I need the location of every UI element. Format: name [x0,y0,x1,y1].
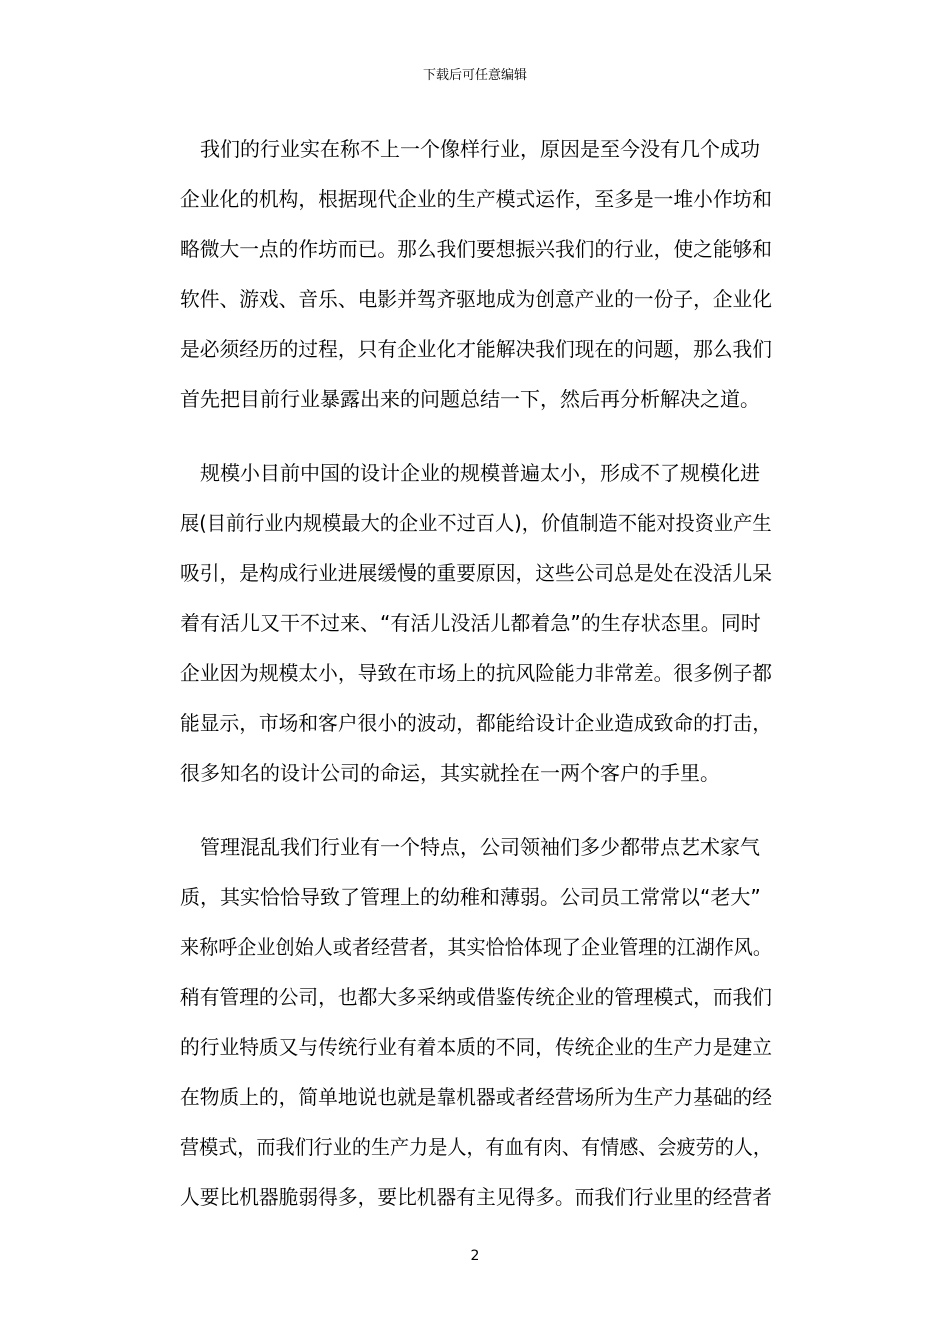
paragraph-1-line-3: 略微大一点的作坊而已。那么我们要想振兴我们的行业，使之能够和 [180,237,773,261]
paragraph-2-line-7: 很多知名的设计公司的命运，其实就拴在一两个客户的手里。 [180,761,720,785]
paragraph-2-line-2: 展(目前行业内规模最大的企业不过百人)，价值制造不能对投资业产生 [180,511,772,535]
page-header: 下载后可任意编辑 [422,68,527,83]
page-number: 2 [470,1248,480,1264]
paragraph-3-line-8: 人要比机器脆弱得多，要比机器有主见得多。而我们行业里的经营者 [180,1185,773,1209]
paragraph-2-line-5: 企业因为规模太小，导致在市场上的抗风险能力非常差。很多例子都 [180,661,773,685]
paragraph-1-line-6: 首先把目前行业暴露出来的问题总结一下，然后再分析解决之道。 [180,387,760,411]
paragraph-3-line-7: 营模式，而我们行业的生产力是人，有血有肉、有情感、会疲劳的人， [180,1135,772,1159]
paragraph-2-line-4: 着有活儿又干不过来、“有活儿没活儿都着急”的生存状态里。同时 [180,611,761,635]
paragraph-3-line-4: 稍有管理的公司，也都大多采纳或借鉴传统企业的管理模式，而我们 [180,985,773,1009]
paragraph-1-line-4: 软件、游戏、音乐、电影并驾齐驱地成为创意产业的一份子，企业化 [180,287,773,311]
paragraph-2-line-3: 吸引，是构成行业进展缓慢的重要原因，这些公司总是处在没活儿呆 [180,561,773,585]
paragraph-3-line-6: 在物质上的，简单地说也就是靠机器或者经营场所为生产力基础的经 [180,1085,773,1109]
paragraph-2-line-1: 规模小目前中国的设计企业的规模普遍太小，形成不了规模化进 [180,461,760,485]
paragraph-1-line-5: 是必须经历的过程，只有企业化才能解决我们现在的问题，那么我们 [180,337,773,361]
paragraph-3-line-5: 的行业特质又与传统行业有着本质的不同，传统企业的生产力是建立 [180,1035,773,1059]
paragraph-1-line-1: 我们的行业实在称不上一个像样行业，原因是至今没有几个成功 [180,137,760,161]
paragraph-1-line-2: 企业化的机构，根据现代企业的生产模式运作，至多是一堆小作坊和 [180,187,773,211]
paragraph-2-line-6: 能显示，市场和客户很小的波动，都能给设计企业造成致命的打击， [180,711,773,735]
paragraph-3-line-3: 来称呼企业创始人或者经营者，其实恰恰体现了企业管理的江湖作风。 [180,935,772,959]
paragraph-3-line-1: 管理混乱我们行业有一个特点，公司领袖们多少都带点艺术家气 [180,835,760,859]
paragraph-3-line-2: 质，其实恰恰导致了管理上的幼稚和薄弱。公司员工常常以“老大” [180,885,761,909]
